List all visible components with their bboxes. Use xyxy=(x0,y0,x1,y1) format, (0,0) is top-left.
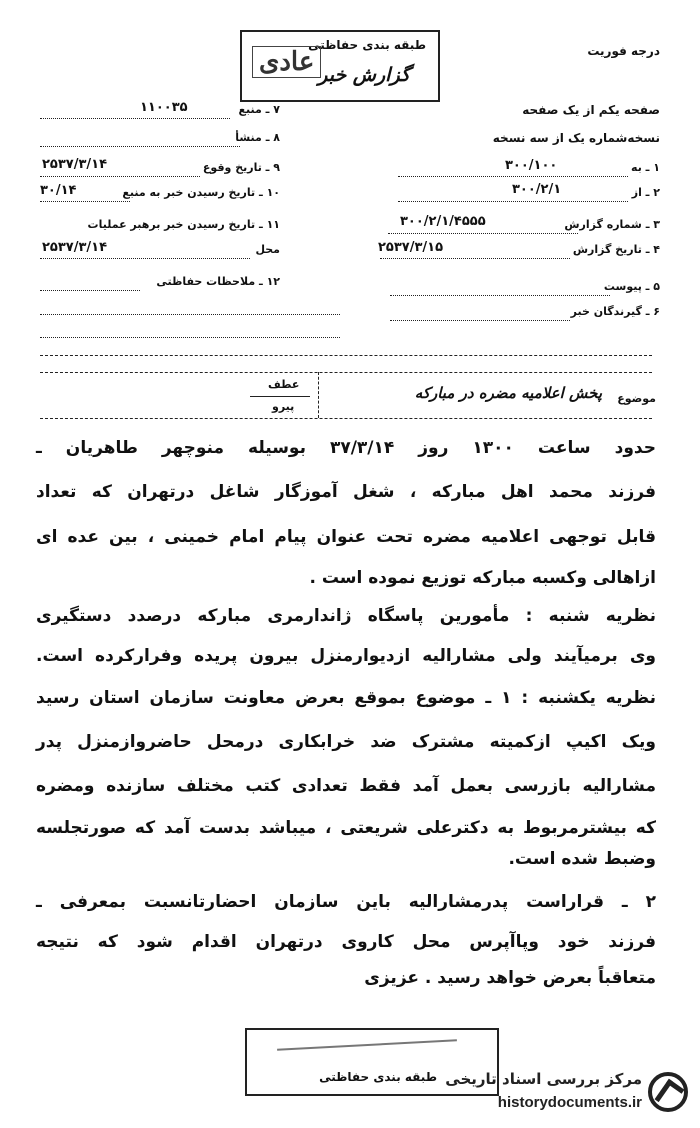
f9-value: ۲۵۳۷/۳/۱۴ xyxy=(42,157,108,172)
f12-dots xyxy=(40,290,140,291)
watermark xyxy=(422,1068,692,1122)
f2-label: ۲ ـ از xyxy=(631,186,660,199)
body-line-8: ویک اکیپ ازکمیته مشترک ضد خرابکاری درمحل حاضروازمنزل پدر xyxy=(36,732,656,752)
f10-label: ۱۰ ـ تاریخ رسیدن خبر به منبع xyxy=(122,186,280,199)
f11-place: محل xyxy=(255,243,280,256)
f1-value: ۳۰۰/۱۰۰ xyxy=(505,158,558,173)
subject-value: پخش اعلامیه مضره در مبارکه xyxy=(414,384,602,402)
body-line-9: مشارالیه بازرسی بعمل آمد فقط تعدادی کتب مختلف سازنده ومضره xyxy=(36,776,656,796)
body-line-4: ازاهالی وکسبه مبارکه توزیع نموده است . xyxy=(309,568,656,588)
footer-stamp-scribble xyxy=(277,1039,457,1050)
subject-label: موضوع xyxy=(617,392,656,405)
f10-value: ۳۰/۱۴ xyxy=(40,183,77,198)
f12-dots-3 xyxy=(40,337,340,338)
f10-dots xyxy=(40,201,130,202)
f2-value: ۳۰۰/۲/۱ xyxy=(512,182,562,197)
body-line-1: حدود ساعت ۱۳۰۰ روز ۳۷/۳/۱۴ بوسیله منوچهر طاهریان ـ xyxy=(36,438,656,458)
watermark-logo-icon xyxy=(648,1072,688,1112)
ref-sub: پیرو xyxy=(272,400,295,413)
stamp-handwritten: عادی xyxy=(252,46,321,78)
separator-line-2 xyxy=(40,372,652,373)
footer-classification-label: طبقه بندی حفاظتی xyxy=(319,1070,437,1084)
f3-label: ۳ ـ شماره گزارش xyxy=(564,218,660,231)
f11-dots xyxy=(40,258,250,259)
body-line-6: وی برمیآیند ولی مشارالیه ازدیوارمنزل بیرون پریده وفرارکرده است. xyxy=(36,646,656,666)
watermark-line2: historydocuments.ir xyxy=(497,1094,642,1111)
subject-vertical-divider xyxy=(318,372,319,418)
f4-dots xyxy=(380,258,570,259)
classification-stamp-box xyxy=(240,30,440,102)
body-line-11: وضبط شده است. xyxy=(508,849,656,869)
f1-dots xyxy=(398,176,628,177)
body-line-14: متعاقباً بعرض خواهد رسید . عزیزی xyxy=(364,968,656,988)
body-line-12: ۲ ـ قراراست پدرمشارالیه باین سازمان احضارتانسبت بمعرفی ـ xyxy=(36,892,656,912)
body-line-2: فرزند محمد اهل مبارکه ، شغل آموزگار شاغل درتهران که تعداد xyxy=(36,482,656,502)
body-line-13: فرزند خود وپاآپرس محل کاروی درتهران اقدام شود که نتیجه xyxy=(36,932,656,952)
watermark-line1: مرکز بررسی اسناد تاریخی xyxy=(445,1070,642,1088)
f9-dots xyxy=(40,176,200,177)
f5-dots xyxy=(390,295,610,296)
f11-label: ۱۱ ـ تاریخ رسیدن خبر برهبر عملیات xyxy=(87,218,280,231)
f4-label: ۴ ـ تاریخ گزارش xyxy=(572,243,660,256)
f12-label: ۱۲ ـ ملاحظات حفاظتی xyxy=(156,275,280,288)
f3-value: ۳۰۰/۲/۱/۴۵۵۵ xyxy=(400,214,486,229)
classification-label: طبقه بندی حفاظتی xyxy=(308,38,426,52)
f5-label: ۵ ـ پیوست xyxy=(603,280,660,293)
f2-dots xyxy=(398,201,628,202)
f7-dots xyxy=(40,118,230,119)
body-line-3: قابل توجهی اعلامیه مضره تحت عنوان پیام امام خمینی ، بین عده ای xyxy=(36,527,656,547)
f11-value: ۲۵۳۷/۳/۱۴ xyxy=(42,240,108,255)
f3-dots xyxy=(388,233,578,234)
f12-dots-2 xyxy=(40,314,340,315)
f6-dots xyxy=(390,320,570,321)
body-line-7: نظریه یکشنبه : ۱ ـ موضوع بموقع بعرض معاونت سازمان استان رسید xyxy=(36,688,656,708)
f7-value: ۱۱۰۰۳۵ xyxy=(140,100,188,115)
f8-dots xyxy=(40,146,240,147)
separator-line-3 xyxy=(40,418,652,419)
f9-label: ۹ ـ تاریخ وقوع xyxy=(202,161,280,174)
priority-label: درجه فوریت xyxy=(587,44,660,58)
f8-label: ۸ ـ منشأ xyxy=(235,131,280,144)
body-line-5: نظریه شنبه : مأمورین پاسگاه ژاندارمری مبارکه درصدد دستگیری xyxy=(36,606,656,626)
body-line-10: که بیشترمربوط به دکترعلی شریعتی ، میباشد بدست آمد که صورتجلسه xyxy=(36,818,656,838)
f7-label: ۷ ـ منبع xyxy=(238,103,280,116)
f1-label: ۱ ـ به xyxy=(631,161,660,174)
page-line: صفحه یکم از یک صفحه xyxy=(522,103,660,117)
f4-value: ۲۵۳۷/۳/۱۵ xyxy=(378,240,444,255)
ref-label: عطف xyxy=(268,378,300,391)
copy-line: نسخه‌شماره یک از سه نسخه xyxy=(492,131,660,145)
report-title: گزارش خبر xyxy=(318,64,410,86)
separator-line-1 xyxy=(40,355,652,356)
f6-label: ۶ ـ گیرندگان خبر xyxy=(570,305,660,318)
ref-divider xyxy=(250,396,310,397)
